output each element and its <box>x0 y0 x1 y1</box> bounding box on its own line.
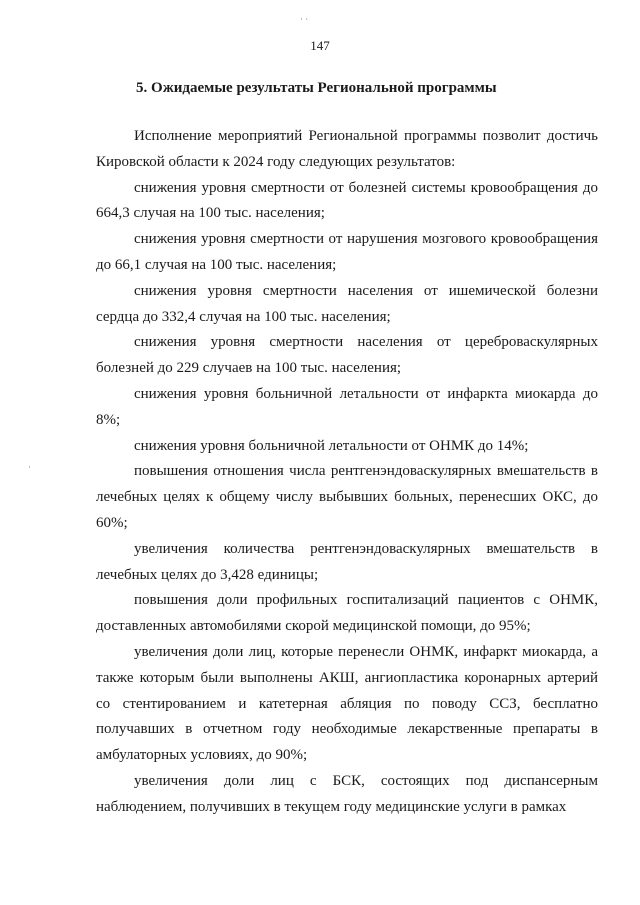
paragraph-intro: Исполнение мероприятий Региональной программы позволит достичь Кировской области к 2024 году следующих результатов: <box>96 128 598 170</box>
section-heading: 5. Ожидаемые результаты Региональной программы <box>136 80 497 96</box>
scan-artifact: · <box>28 462 31 472</box>
list-item: увеличения доли лиц, которые перенесли ОНМК, инфаркт миокарда, а также которым были выполнены АКШ, ангиопластика коронарных артерий со стентированием и катетерная абляция по поводу ССЗ, бесплатно получавших в отчетном году необходимые лекарственные препараты в амбулаторных условиях, до 90%; <box>96 643 598 764</box>
list-item: увеличения доли лиц с БСК, состоящих под диспансерным наблюдением, получивших в текущем году медицинские услуги в рамках <box>96 772 598 815</box>
list-item: повышения отношения числа рентгенэндоваскулярных вмешательств в лечебных целях к общему числу выбывших больных, перенесших ОКС, до 60%; <box>96 463 598 531</box>
page-number: 147 <box>310 38 330 53</box>
list-item: увеличения количества рентгенэндоваскулярных вмешательств в лечебных целях до 3,428 единицы; <box>96 540 598 583</box>
list-item: повышения доли профильных госпитализаций пациентов с ОНМК, доставленных автомобилями скорой медицинской помощи, до 95%; <box>96 592 598 635</box>
list-item: снижения уровня больничной летальности от инфаркта миокарда до 8%; <box>96 385 598 428</box>
list-item: снижения уровня смертности населения от ишемической болезни сердца до 332,4 случая на 100 тыс. населения; <box>96 282 598 325</box>
list-item: снижения уровня смертности от нарушения мозгового кровообращения до 66,1 случая на 100 тыс. населения; <box>96 231 598 273</box>
list-item: снижения уровня смертности от болезней системы кровообращения до 664,3 случая на 100 тыс. населения; <box>96 179 598 222</box>
document-body <box>96 124 598 821</box>
scan-artifact: · · <box>300 14 309 24</box>
list-item: снижения уровня больничной летальности от ОНМК до 14%; <box>134 437 529 454</box>
list-item: снижения уровня смертности населения от цереброваскулярных болезней до 229 случаев на 100 тыс. населения; <box>96 334 598 377</box>
